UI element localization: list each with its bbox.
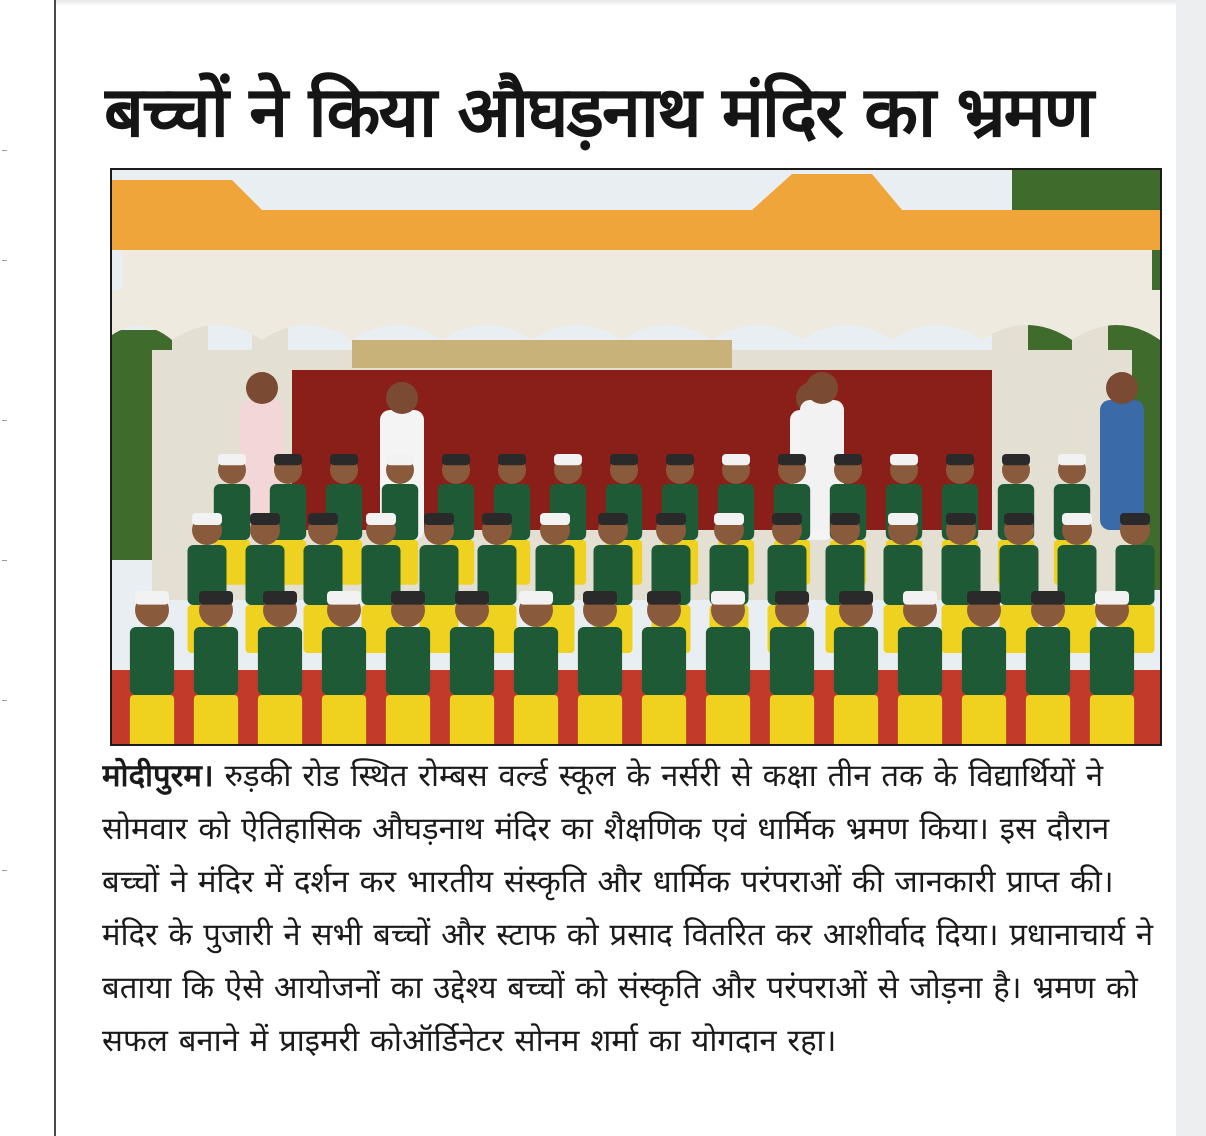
child-hair (519, 591, 553, 605)
article-photo (110, 168, 1162, 746)
temple-canopy-face (122, 250, 1152, 290)
child-hair (540, 513, 570, 525)
child-hair (1120, 513, 1150, 525)
child-shirt (834, 627, 878, 695)
child-shirt (514, 627, 558, 695)
child-hair (554, 454, 582, 465)
child-hair (610, 454, 638, 465)
child-hair (424, 513, 454, 525)
child-shirt (578, 627, 622, 695)
article-body-text: रुड़की रोड स्थित रोम्बस वर्ल्ड स्कूल के नर्सरी से कक्षा तीन तक के विद्यार्थियों ने सोमवार को ऐतिहासिक औघड़नाथ मंदिर का शैक्षणिक एवं धार्मिक भ्रमण किया। इस दौरान बच्चों ने मंदिर में दर्शन कर भारतीय संस्कृति और धार्मिक परंपराओं की जानकारी प्राप्त की। मंदिर के पुजारी ने सभी बच्चों और स्टाफ को प्रसाद वितरित कर आशीर्वाद दिया। प्रधानाचार्य ने बताया कि ऐसे आयोजनों का उद्देश्य बच्चों को संस्कृति और परंपराओं से जोड़ना है। भ्रमण को सफल बनाने में प्राइमरी कोऑर्डिनेटर सोनम शर्मा का योगदान रहा। (102, 758, 1154, 1059)
child-shorts (322, 695, 366, 744)
news-clipping (96, 52, 1176, 1132)
child-hair (778, 454, 806, 465)
child-hair (391, 591, 425, 605)
adult-head (806, 372, 838, 404)
child-shorts (1090, 695, 1134, 744)
child-shorts (386, 695, 430, 744)
adult-head (246, 372, 278, 404)
child-hair (1002, 454, 1030, 465)
child-hair (583, 591, 617, 605)
child-shirt (130, 627, 174, 695)
child-hair (386, 454, 414, 465)
child-shirt (258, 627, 302, 695)
child-shorts (578, 695, 622, 744)
child-shorts (962, 695, 1006, 744)
child-hair (714, 513, 744, 525)
child-shorts (770, 695, 814, 744)
child-hair (946, 513, 976, 525)
child-hair (830, 513, 860, 525)
child-hair (834, 454, 862, 465)
margin-tick (2, 150, 7, 151)
child-shorts (1026, 695, 1070, 744)
child-hair (711, 591, 745, 605)
article-dateline: मोदीपुरम। (102, 758, 214, 794)
child-hair (946, 454, 974, 465)
temple-signboard (352, 340, 732, 368)
child-shirt (962, 627, 1006, 695)
child-hair (327, 591, 361, 605)
child-hair (330, 454, 358, 465)
child-shirt (1026, 627, 1070, 695)
child-hair (772, 513, 802, 525)
child-hair (274, 454, 302, 465)
margin-tick (2, 560, 7, 561)
child-hair (263, 591, 297, 605)
child-shorts (514, 695, 558, 744)
child-hair (1031, 591, 1065, 605)
page-right-edge (1176, 0, 1206, 1136)
child-hair (1004, 513, 1034, 525)
child-hair (647, 591, 681, 605)
child-shorts (706, 695, 750, 744)
column-rule (54, 0, 56, 1136)
child-hair (656, 513, 686, 525)
child-shirt (770, 627, 814, 695)
child-hair (1058, 454, 1086, 465)
child-hair (890, 454, 918, 465)
child-shirt (450, 627, 494, 695)
child-shorts (834, 695, 878, 744)
child-hair (308, 513, 338, 525)
adult-figure (1100, 400, 1144, 530)
child-hair (135, 591, 169, 605)
child-shirt (322, 627, 366, 695)
margin-tick (2, 700, 7, 701)
child-shirt (1090, 627, 1134, 695)
child-hair (967, 591, 1001, 605)
adult-head (386, 382, 418, 414)
child-hair (903, 591, 937, 605)
child-hair (498, 454, 526, 465)
article-headline: बच्चों ने किया औघड़नाथ मंदिर का भ्रमण (104, 71, 1093, 153)
adult-head (1106, 372, 1138, 404)
child-shorts (450, 695, 494, 744)
article-body (102, 750, 1176, 1130)
child-hair (666, 454, 694, 465)
child-hair (839, 591, 873, 605)
child-hair (1095, 591, 1129, 605)
child-hair (192, 513, 222, 525)
child-hair (888, 513, 918, 525)
child-shirt (898, 627, 942, 695)
child-hair (775, 591, 809, 605)
child-hair (250, 513, 280, 525)
child-shirt (706, 627, 750, 695)
page-left-margin (0, 0, 54, 1136)
child-shorts (130, 695, 174, 744)
child-shorts (194, 695, 238, 744)
child-shirt (194, 627, 238, 695)
child-hair (722, 454, 750, 465)
child-shorts (642, 695, 686, 744)
child-hair (218, 454, 246, 465)
child-hair (598, 513, 628, 525)
child-shirt (386, 627, 430, 695)
child-shirt (642, 627, 686, 695)
child-hair (482, 513, 512, 525)
page-top-edge (56, 0, 1176, 6)
temple-group-photo (112, 170, 1160, 744)
child-hair (455, 591, 489, 605)
child-hair (199, 591, 233, 605)
child-shorts (258, 695, 302, 744)
margin-tick (2, 260, 7, 261)
child-hair (366, 513, 396, 525)
child-hair (1062, 513, 1092, 525)
child-shirt (420, 545, 459, 605)
child-hair (442, 454, 470, 465)
margin-tick (2, 870, 7, 871)
child-shorts (898, 695, 942, 744)
margin-tick (2, 420, 7, 421)
